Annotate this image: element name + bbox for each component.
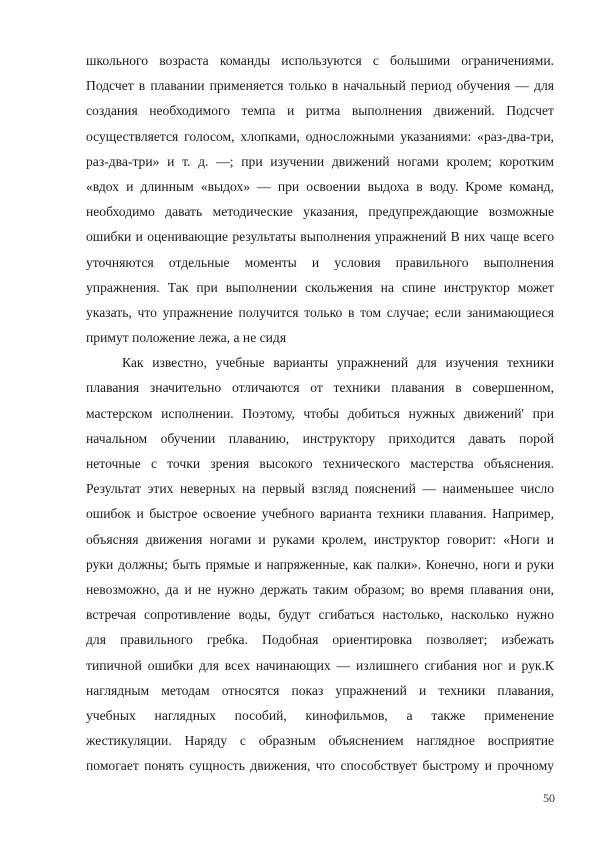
text-line: типичной ошибки для всех начинающих — излишнего сгибания ног и рук.К — [86, 657, 554, 673]
text-line: упражнения. Так при выполнении скольжения на спине инструктор может — [86, 279, 554, 295]
text-line: осуществляется голосом, хлопками, односложными указаниями: «раз-два-три, — [86, 128, 554, 144]
text-line: наглядным методам относятся показ упражнений и техники плавания, — [86, 682, 554, 698]
text-line: встречая сопротивление воды, будут сгибаться настолько, насколько нужно — [86, 607, 554, 623]
text-line: учебных наглядных пособий, кинофильмов, а также применение — [86, 707, 554, 723]
text-line: Результат этих неверных на первый взгляд пояснений — наименьшее число — [86, 481, 554, 497]
text-line: невозможно, да и не нужно держать таким образом; во время плавания они, — [86, 581, 554, 597]
text-line: руки должны; быть прямые и напряженные, как палки». Конечно, ноги и руки — [86, 556, 554, 572]
text-line: неточные с точки зрения высокого технического мастерства объяснения. — [86, 456, 554, 471]
paragraph-2 — [86, 350, 554, 778]
paragraph-1 — [86, 48, 554, 350]
text-line: школьного возраста команды используются с большими ограничениями. — [86, 53, 554, 68]
text-line: ошибок и быстрое освоение учебного варианта техники плавания. Например, — [86, 506, 554, 522]
text-line: объясняя движения ногами и руками кролем, инструктор говорит: «Ноги и — [86, 531, 554, 547]
text-line: уточняются отдельные моменты и условия правильного выполнения — [86, 254, 554, 270]
text-line: «вдох и длинным «выдох» — при освоении выдоха в воду. Кроме команд, — [86, 178, 554, 194]
text-line: создания необходимого темпа и ритма выполнения движений. Подсчет — [86, 103, 554, 119]
text-line: жестикуляции. Наряду с образным объяснением наглядное восприятие — [86, 733, 554, 749]
text-line: Как известно, учебные варианты упражнений для изучения техники — [122, 355, 554, 371]
text-line: плавания значительно отличаются от техники плавания в совершенном, — [86, 380, 554, 396]
text-line: раз-два-три» и т. д. —; при изучении движений ногами кролем; коротким — [86, 153, 554, 169]
text-line: помогает понять сущность движения, что способствует быстрому и прочному — [86, 758, 554, 774]
text-line: начальном обучении плаванию, инструктору приходится давать порой — [86, 430, 554, 446]
text-line: для правильного гребка. Подобная ориентировка позволяет; избежать — [86, 632, 554, 648]
text-line: примут положение лежа, а не сидя — [86, 330, 287, 346]
page-number: 50 — [543, 791, 555, 805]
text-line: мастерском исполнении. Поэтому, чтобы добиться нужных движений' при — [86, 405, 554, 421]
text-line: ошибки и оценивающие результаты выполнения упражнений В них чаще всего — [86, 229, 554, 245]
text-line: Подсчет в плавании применяется только в начальный период обучения — для — [86, 78, 554, 94]
body-text — [86, 48, 554, 778]
text-line: указать, что упражнение получится только в том случае; если занимающиеся — [86, 304, 554, 320]
text-line: необходимо давать методические указания, предупреждающие возможные — [86, 204, 554, 220]
